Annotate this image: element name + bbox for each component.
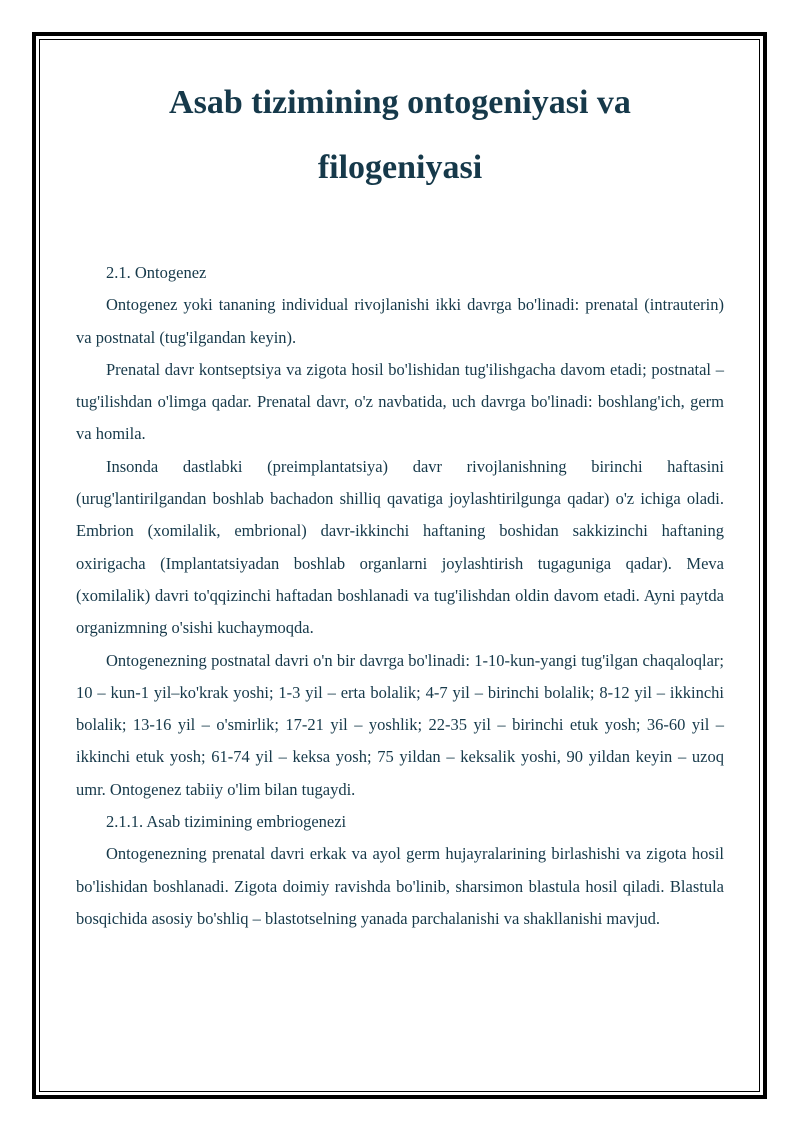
document-body <box>76 257 724 935</box>
section-heading-ontogenez: 2.1. Ontogenez <box>106 263 207 282</box>
title-line-1: Asab tizimining ontogeniyasi va <box>169 84 631 121</box>
paragraph-intro: Ontogenez yoki tananing individual rivojlanishi ikki davrga bo'linadi: prenatal (intrauterin) va postnatal (tug'ilgandan keyin). <box>76 295 724 347</box>
page-title <box>76 70 724 200</box>
paragraph-preimplantation: Insonda dastlabki (preimplantatsiya) davr rivojlanishning birinchi haftasini (urug'lantirilgandan boshlab bachadon shilliq qavatiga joylashtirilgunga qadar) o'z ichiga oladi. Embrion (xomilalik, embrional) davr-ikkinchi haftaning boshidan sakkizinchi haftaning oxirigacha (Implantatsiyadan boshlab organlarni joylashtirish tugaguniga qadar). Meva (xomilalik) davri to'qqizinchi haftadan boshlanadi va tug'ilishdan oldin davom etadi. Ayni paytda organizmning o'sishi kuchaymoqda. <box>76 456 724 638</box>
section-heading-embriogenez: 2.1.1. Asab tizimining embriogenezi <box>106 812 347 832</box>
paragraph-postnatal: Ontogenezning postnatal davri o'n bir davrga bo'linadi: 1-10-kun-yangi tug'ilgan chaqaloqlar; 10 – kun-1 yil–ko'krak yoshi; 1-3 yil – erta bolalik; 4-7 yil – birinchi bolalik; 8-12 yil – ikkinchi bolalik; 13-16 yil – o'smirlik; 17-21 yil – yoshlik; 22-35 yil – birinchi etuk yosh; 36-60 yil – ikkinchi etuk yosh; 61-74 yil – keksa yosh; 75 yildan – keksalik yoshi, 90 yildan keyin – uzoq umr. Ontogenez tabiiy o'lim bilan tugaydi. <box>76 650 724 799</box>
paragraph-prenatal: Prenatal davr kontseptsiya va zigota hosil bo'lishidan tug'ilishgacha davom etadi; postnatal – tug'ilishdan o'limga qadar. Prenatal davr, o'z navbatida, uch davrga bo'linadi: boshlang'ich, germ va homila. <box>76 359 724 444</box>
title-line-2: filogeniyasi <box>317 149 483 186</box>
paragraph-embriogenez: Ontogenezning prenatal davri erkak va ayol germ hujayralarining birlashishi va zigota hosil bo'lishidan boshlanadi. Zigota doimiy ravishda bo'linib, sharsimon blastula hosil qiladi. Blastula bosqichida asosiy bo'shliq – blastotselning yanada parchalanishi va shakllanishi mavjud. <box>76 844 724 928</box>
